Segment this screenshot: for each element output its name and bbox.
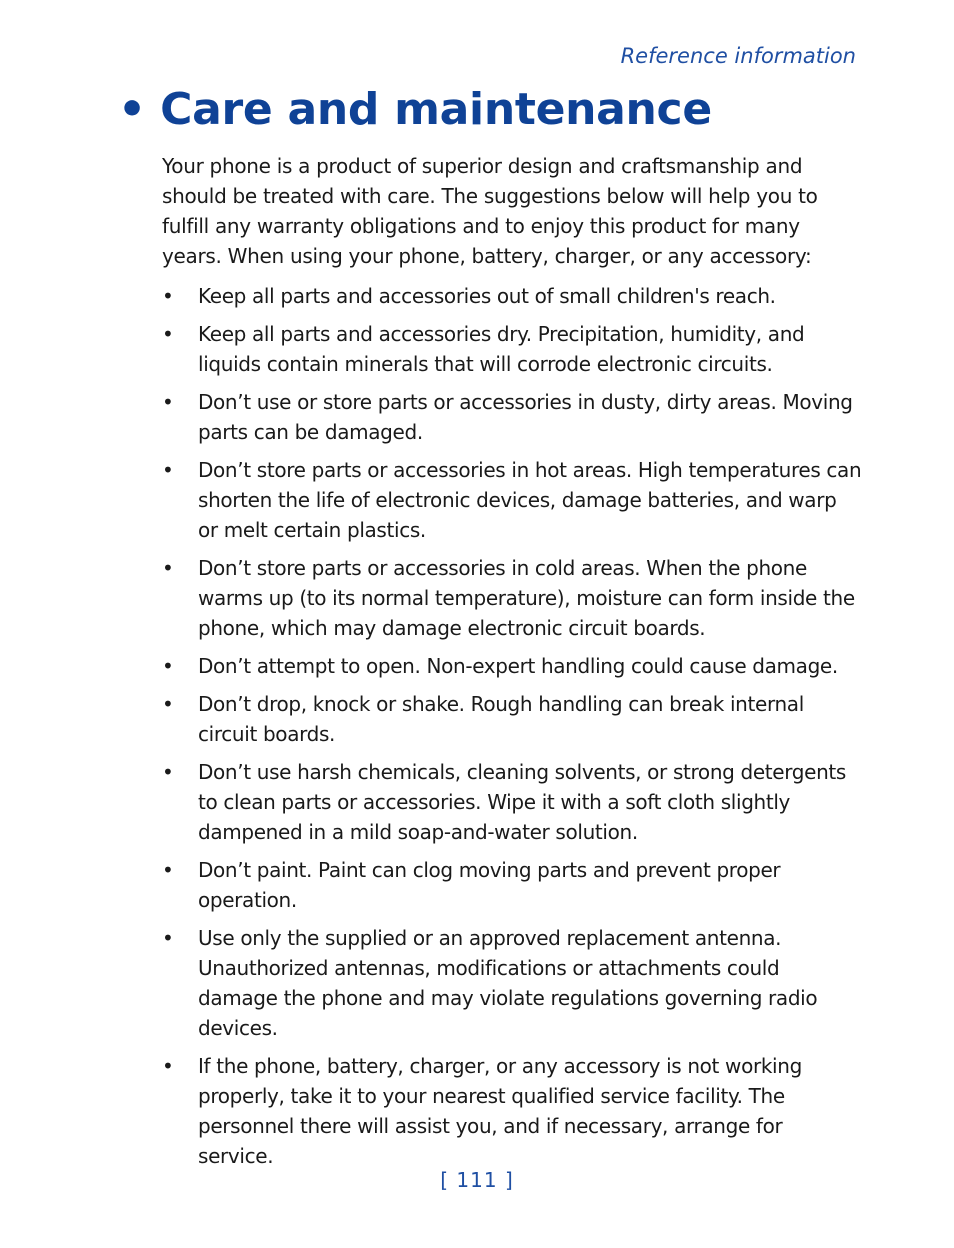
list-item-text: Don’t use or store parts or accessories in dusty, dirty areas. Moving parts can be damaged. [198,390,853,444]
list-item [162,923,862,1043]
list-item-text: Don’t use harsh chemicals, cleaning solvents, or strong detergents to clean parts or accessories. Wipe it with a soft cloth slightly dampened in a mild soap-and-water solution. [198,760,846,844]
list-item [162,757,862,847]
list-item [162,281,862,311]
list-item-text: Keep all parts and accessories dry. Precipitation, humidity, and liquids contain minerals that will corrode electronic circuits. [198,322,805,376]
list-item [162,553,862,643]
list-item-text: Don’t attempt to open. Non-expert handling could cause damage. [198,654,838,678]
bullet-icon: • [162,322,174,346]
list-item-text: Don’t drop, knock or shake. Rough handling can break internal circuit boards. [198,692,804,746]
bullet-icon: • [162,458,174,482]
list-item-text: If the phone, battery, charger, or any accessory is not working properly, take it to your nearest qualified service facility. The personnel there will assist you, and if necessary, arrange for service. [198,1054,802,1168]
bullet-icon: • [162,390,174,414]
list-item [162,651,862,681]
running-header: Reference information [620,44,856,68]
page-number: [ 111 ] [440,1168,514,1192]
care-tips-list [162,281,862,1179]
list-item [162,855,862,915]
list-item-text: Don’t store parts or accessories in cold areas. When the phone warms up (to its normal temperature), moisture can form inside the phone, which may damage electronic circuit boards. [198,556,855,640]
list-item-text: Use only the supplied or an approved replacement antenna. Unauthorized antennas, modifications or attachments could damage the phone and may violate regulations governing radio devices. [198,926,818,1040]
list-item [162,387,862,447]
list-item-text: Don’t store parts or accessories in hot areas. High temperatures can shorten the life of electronic devices, damage batteries, and warp or melt certain plastics. [198,458,862,542]
bullet-icon: • [162,858,174,882]
list-item [162,1051,862,1171]
list-item [162,455,862,545]
list-item-text: Don’t paint. Paint can clog moving parts and prevent proper operation. [198,858,781,912]
page-title-text: Care and maintenance [160,84,712,135]
bullet-icon: • [162,926,174,950]
list-item [162,319,862,379]
bullet-icon: • [162,654,174,678]
bullet-icon: • [162,692,174,716]
bullet-icon: • [162,1054,174,1078]
list-item [162,689,862,749]
title-bullet-icon: • [118,84,147,135]
bullet-icon: • [162,760,174,784]
intro-paragraph: Your phone is a product of superior design and craftsmanship and should be treated with care. The suggestions below will help you to fulfill any warranty obligations and to enjoy this product for many years. When using your phone, battery, charger, or any accessory: [162,154,818,268]
list-item-text: Keep all parts and accessories out of small children's reach. [198,284,776,308]
bullet-icon: • [162,284,174,308]
page-title [118,84,712,135]
bullet-icon: • [162,556,174,580]
